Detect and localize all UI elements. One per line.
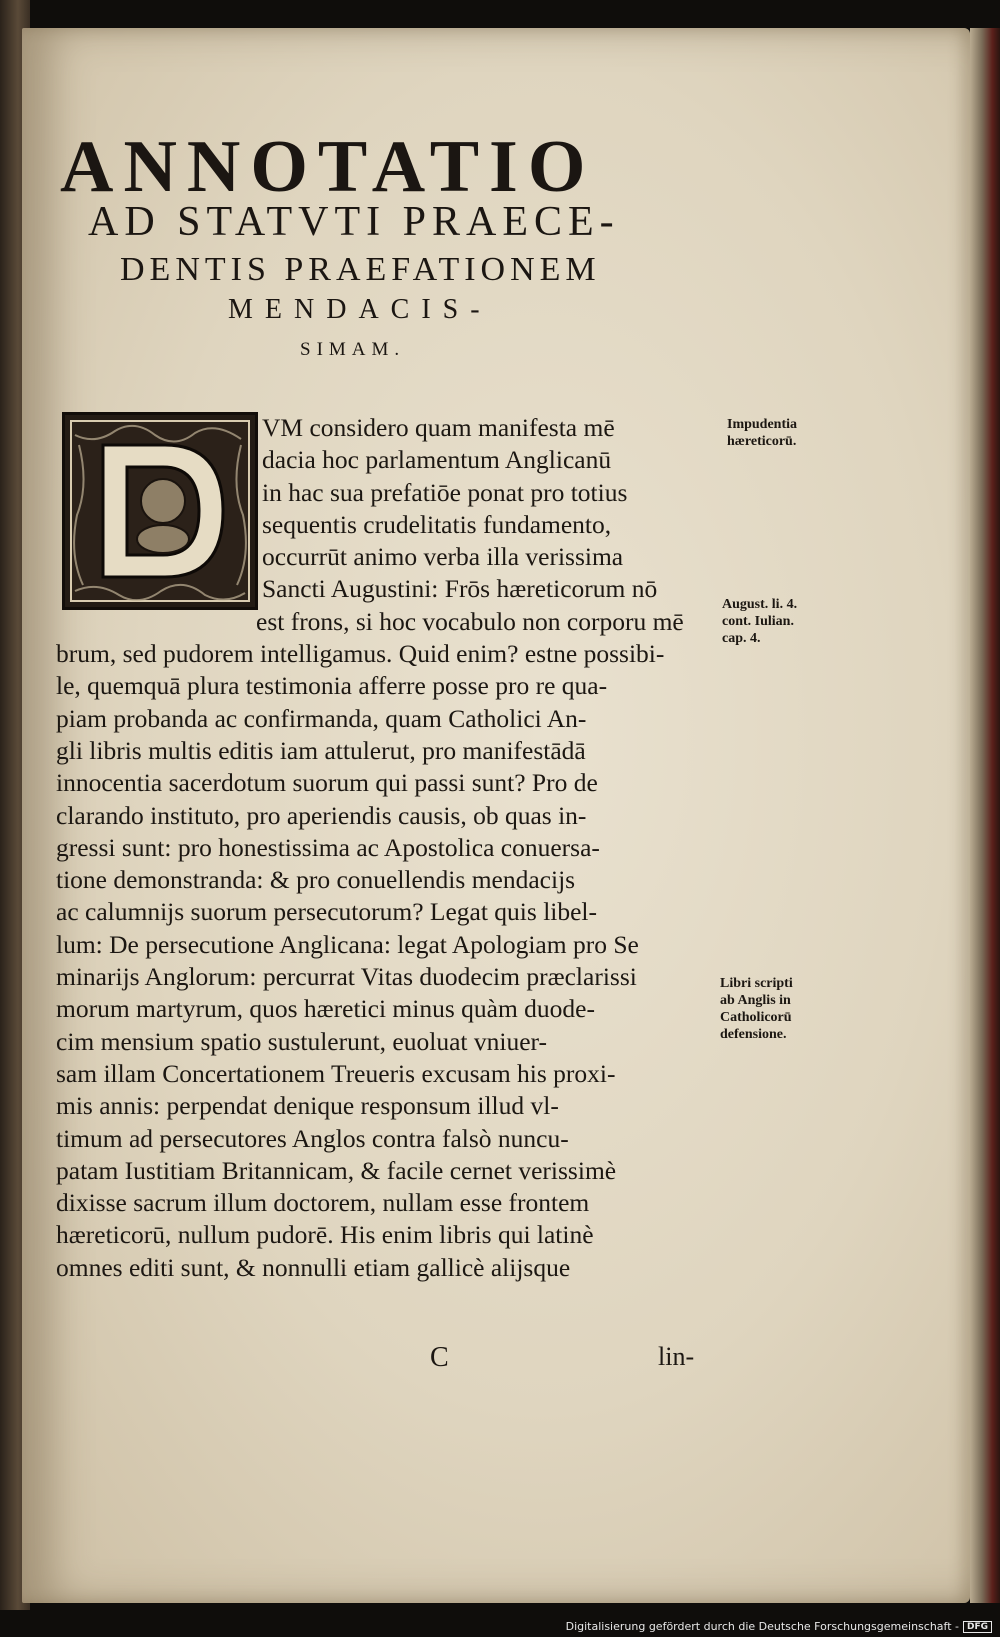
body-line: lum: De persecutione Anglicana: legat Apologiam pro Se	[56, 929, 639, 959]
margin-note-line: cap. 4.	[722, 631, 761, 646]
body-line: occurrūt animo verba illa verissima	[262, 542, 624, 572]
title-line-5: SIMAM.	[300, 339, 406, 360]
body-line: brum, sed pudorem intelligamus. Quid enim? estne possibi-	[56, 639, 665, 669]
body-line: gli libris multis editis iam attulerut, pro manifestādā	[56, 735, 586, 765]
body-line: piam probanda ac confirmanda, quam Catholici An-	[56, 703, 587, 733]
margin-note-line: defensione.	[720, 1027, 787, 1042]
margin-note-impudentia	[727, 416, 797, 450]
body-line: gressi sunt: pro honestissima ac Apostolica conuersa-	[56, 832, 600, 862]
body-line: omnes editi sunt, & nonnulli etiam gallicè alijsque	[56, 1252, 571, 1282]
margin-note-line: hæreticorū.	[727, 434, 797, 449]
body-line: patam Iustitiam Britannicam, & facile cernet verissimè	[56, 1155, 617, 1185]
body-line: Sancti Augustini: Frōs hæreticorum nō	[262, 574, 658, 604]
margin-note-line: August. li. 4.	[722, 597, 798, 612]
catchword: lin-	[658, 1342, 695, 1371]
digitization-footer	[566, 1620, 992, 1633]
body-line: cim mensium spatio sustulerunt, euoluat vniuer-	[56, 1026, 547, 1056]
margin-note-line: Libri scripti	[720, 976, 793, 991]
body-line: innocentia sacerdotum suorum qui passi sunt? Pro de	[56, 768, 598, 798]
body-text	[56, 412, 696, 1284]
body-line: in hac sua prefatiōe ponat pro totius	[262, 477, 628, 507]
body-line: VM considero quam manifesta mē	[262, 413, 615, 442]
signature-mark: C	[430, 1342, 449, 1373]
body-line: ac calumnijs suorum persecutorum? Legat quis libel-	[56, 897, 598, 927]
body-line: morum martyrum, quos hæretici minus quàm duode-	[56, 994, 595, 1024]
body-line: tione demonstranda: & pro conuellendis mendacijs	[56, 865, 576, 895]
body-line: clarando instituto, pro aperiendis causis, ob quas in-	[56, 800, 587, 830]
margin-note-line: Impudentia	[727, 417, 798, 432]
body-line: hæreticorū, nullum pudorē. His enim libris qui latinè	[56, 1220, 594, 1250]
margin-note-line: Catholicorū	[720, 1010, 792, 1025]
margin-note-line: ab Anglis in	[720, 993, 791, 1008]
title-line-1: ANNOTATIO	[60, 126, 596, 208]
body-line: sam illam Concertationem Treueris excusam his proxi-	[56, 1058, 616, 1088]
body-line: mis annis: perpendat denique responsum illud vl-	[56, 1091, 559, 1121]
body-line: minarijs Anglorum: percurrat Vitas duodecim præclarissi	[56, 962, 637, 992]
title-line-3: DENTIS PRAEFATIONEM	[120, 251, 601, 288]
body-line: sequentis crudelitatis fundamento,	[262, 509, 612, 539]
dfg-logo: DFG	[963, 1621, 992, 1633]
title-line-2: AD STATVTI PRAECE-	[88, 199, 620, 245]
body-line: dixisse sacrum illum doctorem, nullam esse frontem	[56, 1188, 590, 1218]
margin-note-line: cont. Iulian.	[722, 614, 794, 629]
title-line-4: MENDACIS-	[228, 294, 492, 325]
body-line: timum ad persecutores Anglos contra falsò nuncu-	[56, 1123, 569, 1153]
body-line: le, quemquā plura testimonia afferre posse pro re qua-	[56, 671, 608, 701]
body-line: est frons, si hoc vocabulo non corporu mē	[256, 606, 684, 636]
margin-note-augustine	[722, 596, 797, 647]
footer-text: Digitalisierung gefördert durch die Deutsche Forschungsgemeinschaft -	[565, 1620, 959, 1633]
page-edge	[970, 28, 1000, 1603]
body-line: dacia hoc parlamentum Anglicanū	[262, 445, 612, 475]
margin-note-libri	[720, 975, 793, 1043]
